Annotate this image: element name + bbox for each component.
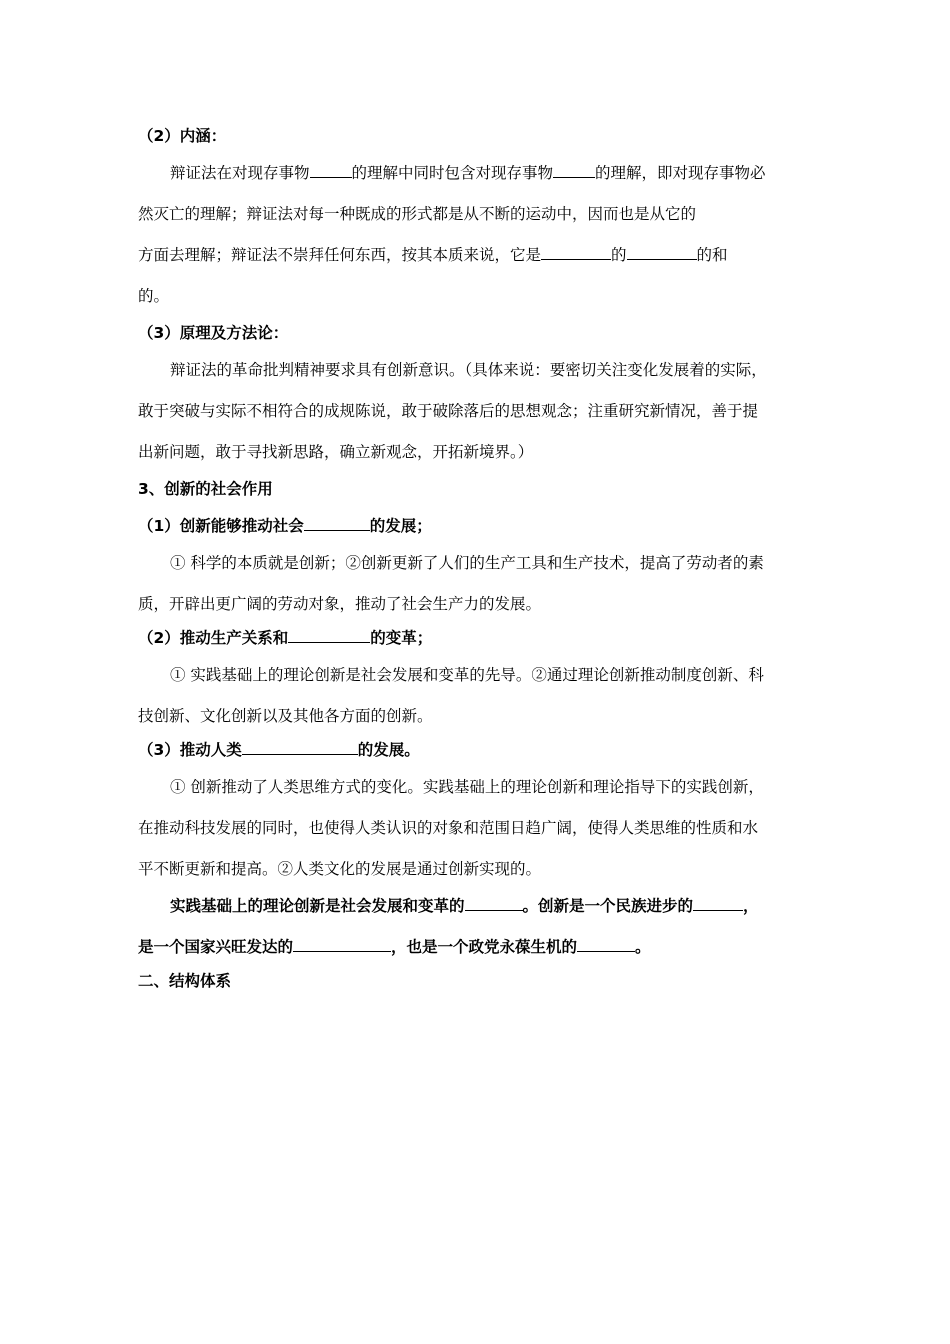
item-heading <box>138 516 432 536</box>
paragraph-line: ① 创新推动了人类思维方式的变化。实践基础上的理论创新和理论指导下的实践创新， <box>170 778 764 796</box>
blank-field[interactable] <box>693 896 743 911</box>
text-segment: 的理解，即对现存事物必 <box>595 164 766 182</box>
paragraph-line <box>170 163 766 183</box>
text-segment: 的理解中同时包含对现存事物 <box>351 164 554 182</box>
paragraph-line: 的。 <box>138 287 170 305</box>
text-segment: 实践基础上的理论创新是社会发展和变革的 <box>170 897 465 915</box>
item-heading <box>138 628 432 648</box>
blank-field[interactable] <box>288 628 370 643</box>
summary-line <box>138 937 651 957</box>
paragraph-line <box>138 245 728 265</box>
text-segment: 的发展。 <box>357 741 420 759</box>
text-segment: ， <box>743 897 759 915</box>
paragraph-line: 在推动科技发展的同时，也使得人类认识的对象和范围日趋广阔，使得人类思维的性质和水 <box>138 819 759 837</box>
section-heading-principle: （3）原理及方法论： <box>138 324 289 342</box>
paragraph-line: ① 实践基础上的理论创新是社会发展和变革的先导。②通过理论创新推动制度创新、科 <box>170 666 764 684</box>
section-heading-connotation: （2）内涵： <box>138 127 227 145</box>
text-segment: ，也是一个政党永葆生机的 <box>391 938 578 956</box>
blank-field[interactable] <box>553 163 595 178</box>
text-segment: （1）创新能够推动社会 <box>138 517 304 535</box>
text-segment: 的和 <box>696 246 728 264</box>
paragraph-line: 出新问题，敢于寻找新思路，确立新观念，开拓新境界。） <box>138 443 534 461</box>
heading-structure-system: 二、结构体系 <box>138 972 232 990</box>
blank-field[interactable] <box>577 937 635 952</box>
text-segment: （3）推动人类 <box>138 741 242 759</box>
text-segment: 是一个国家兴旺发达的 <box>138 938 294 956</box>
text-segment: 方面去理解；辩证法不崇拜任何东西，按其本质来说，它是 <box>138 246 542 264</box>
paragraph-line: 技创新、文化创新以及其他各方面的创新。 <box>138 707 433 725</box>
blank-field[interactable] <box>541 245 611 260</box>
paragraph-line: 敢于突破与实际不相符合的成规陈说，敢于破除落后的思想观念；注重研究新情况，善于提 <box>138 402 759 420</box>
text-segment: 。 <box>635 938 651 956</box>
text-segment: 的变革； <box>370 629 433 647</box>
text-segment: （2）推动生产关系和 <box>138 629 289 647</box>
blank-field[interactable] <box>304 516 370 531</box>
paragraph-line: 然灭亡的理解；辩证法对每一种既成的形式都是从不断的运动中，因而也是从它的 <box>138 205 697 223</box>
blank-field[interactable] <box>310 163 352 178</box>
heading-social-role: 3、创新的社会作用 <box>138 480 273 498</box>
blank-field[interactable] <box>627 245 697 260</box>
blank-field[interactable] <box>242 740 358 755</box>
blank-field[interactable] <box>293 937 391 952</box>
paragraph-line: 平不断更新和提高。②人类文化的发展是通过创新实现的。 <box>138 860 542 878</box>
paragraph-line: ① 科学的本质就是创新；②创新更新了人们的生产工具和生产技术，提高了劳动者的素 <box>170 554 764 572</box>
text-segment: 的 <box>611 246 627 264</box>
paragraph-line: 质，开辟出更广阔的劳动对象，推动了社会生产力的发展。 <box>138 595 542 613</box>
item-heading <box>138 740 420 760</box>
blank-field[interactable] <box>465 896 523 911</box>
summary-line <box>170 896 759 916</box>
paragraph-line: 辩证法的革命批判精神要求具有创新意识。（具体来说：要密切关注变化发展着的实际， <box>170 361 767 379</box>
text-segment: 的发展； <box>369 517 432 535</box>
text-segment: 。创新是一个民族进步的 <box>522 897 694 915</box>
text-segment: 辩证法在对现存事物 <box>170 164 310 182</box>
